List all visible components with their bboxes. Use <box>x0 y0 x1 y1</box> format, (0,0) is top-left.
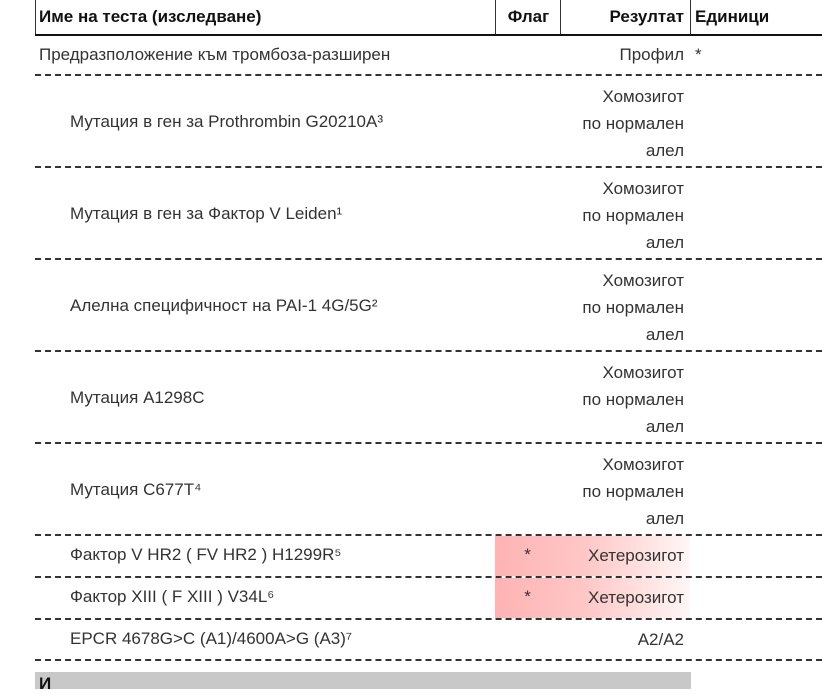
test-name: Мутация C677T⁴ <box>70 480 202 499</box>
test-result: A2/A2 <box>637 630 684 649</box>
test-result: Хетерозигот <box>588 588 684 607</box>
test-name: Мутация в ген за Фактор V Leiden¹ <box>70 204 343 223</box>
result-line: по нормален <box>582 114 684 133</box>
next-section-title: И <box>39 674 52 693</box>
table-row <box>35 76 822 168</box>
test-result: Хетерозигот <box>588 546 684 565</box>
result-line: по нормален <box>582 298 684 317</box>
table-row <box>35 352 822 444</box>
header-result: Резултат <box>560 0 690 34</box>
result-line: Хомозигот <box>602 271 684 290</box>
table-row-profile <box>35 36 822 76</box>
test-result <box>560 175 690 256</box>
table-header <box>35 0 822 36</box>
table-row <box>35 168 822 260</box>
test-name: Фактор XIII ( F XIII ) V34L⁶ <box>70 587 275 606</box>
results-table <box>35 0 822 661</box>
test-name: EPCR 4678G>C (A1)/4600A>G (A3)⁷ <box>70 629 353 648</box>
flag-marker: * <box>524 545 531 564</box>
table-row-flagged <box>35 536 822 578</box>
test-result <box>560 451 690 532</box>
next-section-header <box>35 672 691 693</box>
result-line: по нормален <box>582 482 684 501</box>
result-line: по нормален <box>582 390 684 409</box>
table-row <box>35 620 822 661</box>
test-result <box>560 267 690 348</box>
test-name: Алелна специфичност на PAI-1 4G/5G² <box>70 296 378 315</box>
test-result <box>560 83 690 164</box>
test-name: Мутация A1298C <box>70 388 205 407</box>
profile-name: Предразположение към тромбоза-разширен <box>39 45 391 64</box>
result-line: Хомозигот <box>602 179 684 198</box>
result-line: Хомозигот <box>602 363 684 382</box>
profile-result: Профил <box>619 45 684 64</box>
result-line: Хомозигот <box>602 87 684 106</box>
profile-units: * <box>695 45 702 64</box>
header-test-name: Име на теста (изследване) <box>39 7 262 26</box>
table-row-flagged <box>35 578 822 620</box>
table-row <box>35 444 822 536</box>
header-units: Единици <box>690 0 769 34</box>
result-line: алел <box>645 141 684 160</box>
flag-marker: * <box>524 587 531 606</box>
result-line: алел <box>645 417 684 436</box>
result-line: алел <box>645 509 684 528</box>
result-line: Хомозигот <box>602 455 684 474</box>
result-line: по нормален <box>582 206 684 225</box>
table-row <box>35 260 822 352</box>
header-flag: Флаг <box>495 0 561 34</box>
result-line: алел <box>645 325 684 344</box>
test-name: Мутация в ген за Prothrombin G20210A³ <box>70 112 383 131</box>
test-name: Фактор V HR2 ( FV HR2 ) H1299R⁵ <box>70 545 342 564</box>
result-line: алел <box>645 233 684 252</box>
header-border <box>35 0 36 34</box>
test-result <box>560 359 690 440</box>
